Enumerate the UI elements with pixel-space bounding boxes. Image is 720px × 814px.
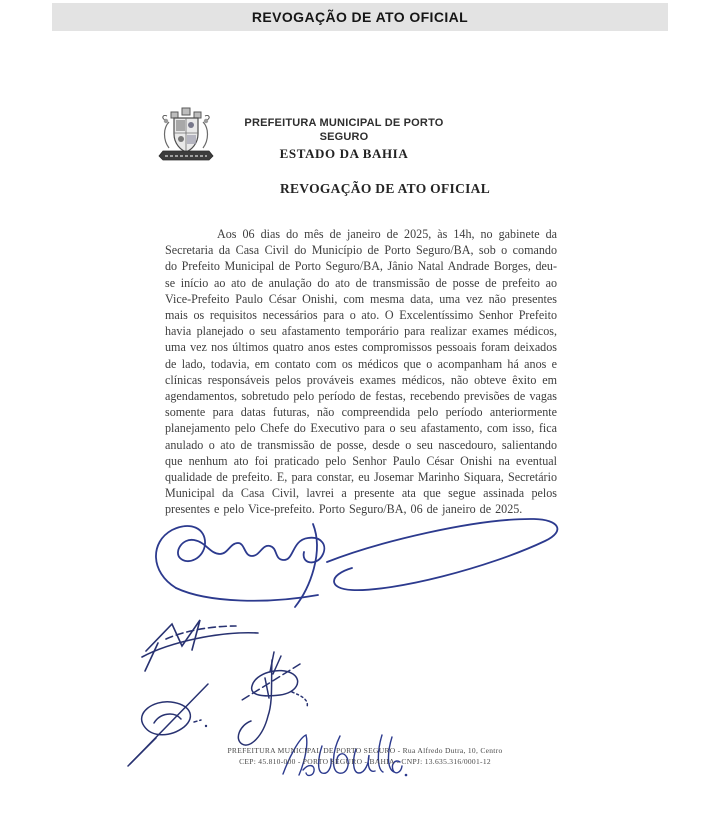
document-footer	[170, 745, 560, 767]
signature-large-cursive	[146, 510, 570, 614]
coat-of-arms-icon	[157, 106, 215, 162]
banner-title: REVOGAÇÃO DE ATO OFICIAL	[251, 9, 469, 25]
document-title: REVOGAÇÃO DE ATO OFICIAL	[279, 181, 491, 196]
document-body-text: Aos 06 dias do mês de janeiro de 2025, às 14h, no gabinete da Secretaria da Casa Civil do Município de Porto Seguro/BA, sob o comando do Prefeito Municipal de Porto Seguro/BA, Jânio Natal Andrade Borges, deu-se início ao ato de anulação do ato de transmissão de posse de prefeito ao Vice-Prefeito Paulo César Onishi, com mesma data, uma vez não presentes mais os requisitos necessários para o ato. O Excelentíssimo Senhor Prefeito havia planejado o seu afastamento temporário para realizar exames médicos, uma vez nos últimos quatro anos estes compromissos pessoais foram deixados de lado, todavia, em contato com os médicos que o acompanham há anos e clínicas responsáveis pelos prováveis exames médicos, não obteve êxito em agendamentos, sobretudo pelo período de festas, recebendo previsões de vagas somente para datas futuras, não compreendida pelo período anteriormente planejamento pelo Chefe do Executivo para o seu afastamento, com isso, fica anulado o ato de transmissão de posse, desde o seu nascedouro, salientando que nenhum ato foi praticado pelo Senhor Paulo César Onishi na eventual qualidade de prefeito. E, para constar, eu Josemar Marinho Siquara, Secretário Municipal da Casa Civil, lavrei a presente ata que segue assinada pelos presentes e pelo Vice-prefeito. Porto Seguro/BA, 06 de janeiro de 2025.	[165, 227, 557, 517]
header-banner	[52, 3, 668, 31]
letterhead	[228, 116, 460, 162]
org-name: PREFEITURA MUNICIPAL DE PORTO SEGURO	[244, 117, 444, 143]
footer-line-2: CEP: 45.810-000 - PORTO SEGURO - BAHIA - CNPJ: 13.635.316/0001-12	[239, 757, 491, 766]
org-state: ESTADO DA BAHIA	[279, 146, 409, 161]
footer-line-1: PREFEITURA MUNICIPAL DE PORTO SEGURO - Rua Alfredo Dutra, 10, Centro	[227, 746, 503, 755]
